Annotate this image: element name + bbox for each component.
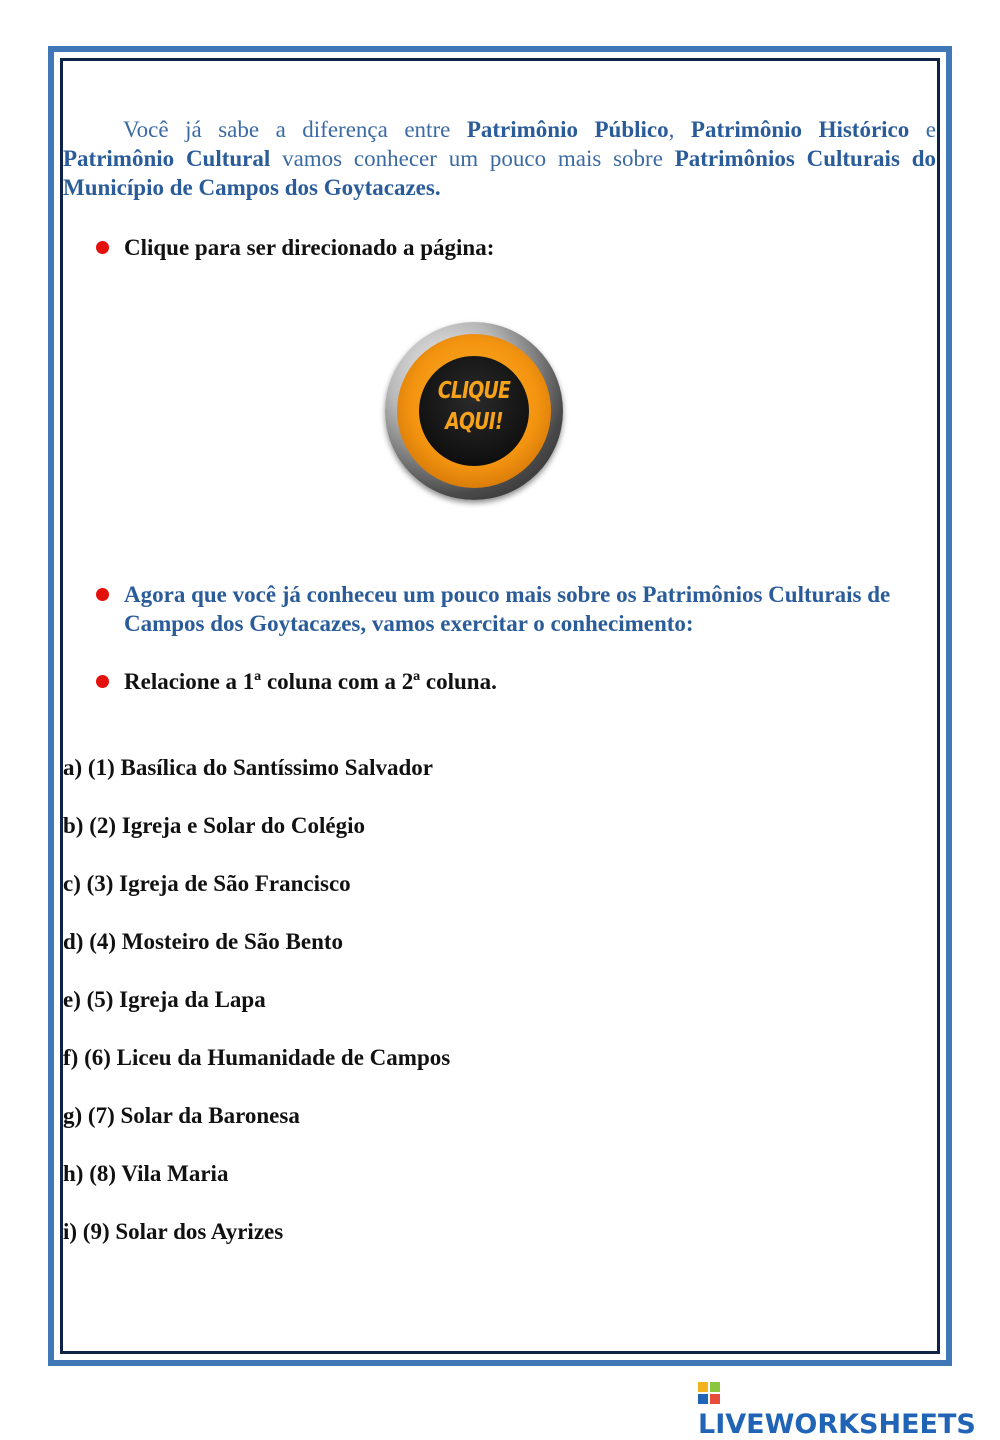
- button-label-line1: CLIQUE: [437, 378, 511, 404]
- intro-text-2: ,: [668, 117, 691, 142]
- bullet-text: Agora que você já conheceu um pouco mais sobre os Patrimônios Culturais de Campos dos Goytacazes, vamos exercitar o conhecimento:: [124, 582, 891, 636]
- bullet-dot-icon: [96, 588, 109, 601]
- intro-term-historico: Patrimônio Histórico: [690, 117, 910, 142]
- clique-aqui-button[interactable]: [385, 322, 563, 500]
- button-label: [429, 376, 519, 438]
- brand-name: LIVEWORKSHEETS: [698, 1409, 976, 1440]
- list-item: f) (6) Liceu da Humanidade de Campos: [63, 1045, 451, 1070]
- intro-paragraph: [63, 115, 936, 202]
- list-item: i) (9) Solar dos Ayrizes: [63, 1219, 284, 1244]
- intro-term-publico: Patrimônio Público: [466, 117, 669, 142]
- bullet-dot-icon: [96, 675, 109, 688]
- list-item: e) (5) Igreja da Lapa: [63, 987, 266, 1012]
- intro-text-3: e: [909, 117, 936, 142]
- bullet-text: Relacione a 1ª coluna com a 2ª coluna.: [124, 669, 497, 694]
- intro-term-cultural: Patrimônio Cultural: [63, 146, 271, 171]
- bullet-exercise-intro: [96, 580, 936, 638]
- list-item: h) (8) Vila Maria: [63, 1161, 229, 1186]
- bullet-text: Clique para ser direcionado a página:: [124, 235, 495, 260]
- bullet-click-instruction: [96, 233, 936, 262]
- list-item: b) (2) Igreja e Solar do Colégio: [63, 813, 365, 838]
- bullet-relate-columns: [96, 667, 936, 696]
- button-ring: [397, 334, 551, 488]
- intro-text-4: vamos conhecer um pouco mais sobre: [270, 146, 675, 171]
- list-item: a) (1) Basílica do Santíssimo Salvador: [63, 755, 433, 780]
- heritage-list: [63, 753, 450, 1275]
- intro-text-1: Você já sabe a diferença entre: [123, 117, 467, 142]
- button-label-line2: AQUI!: [445, 409, 503, 435]
- list-item: d) (4) Mosteiro de São Bento: [63, 929, 344, 954]
- list-item: c) (3) Igreja de São Francisco: [63, 871, 351, 896]
- liveworksheets-logo: [698, 1378, 1000, 1440]
- bullet-dot-icon: [96, 241, 109, 254]
- button-core: [419, 356, 529, 466]
- list-item: g) (7) Solar da Baronesa: [63, 1103, 300, 1128]
- liveworksheets-mark-icon: [698, 1382, 720, 1404]
- intro-term-municipio: Patrimônios Culturais do Município de Campos dos Goytacazes.: [63, 146, 936, 200]
